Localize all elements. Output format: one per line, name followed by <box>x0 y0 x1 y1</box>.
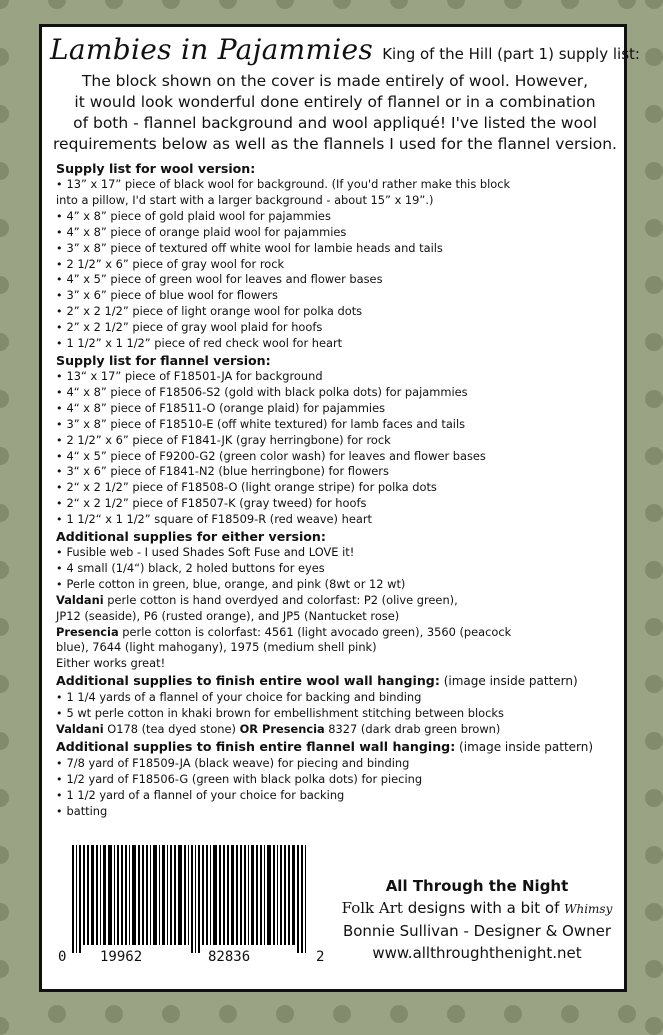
valdani-label: Valdani <box>56 722 104 737</box>
barcode-bar <box>142 845 144 945</box>
or-presencia-label: OR Presencia <box>239 722 325 737</box>
barcode-bar <box>267 845 271 945</box>
barcode-bar <box>280 845 282 945</box>
tag-middle: designs with a bit of <box>402 899 565 917</box>
valdani-text: perle cotton is hand overdyed and colorfast: P2 (olive green), <box>103 592 458 607</box>
barcode-bar <box>174 845 176 945</box>
flannel-item: • 3” x 8” piece of F18510-E (off white textured) for lamb faces and tails <box>56 417 622 433</box>
barcode-bar <box>260 845 262 945</box>
flannel-item: • 4“ x 5” piece of F9200-G2 (green color wash) for leaves and flower bases <box>56 449 622 465</box>
background-dot <box>0 960 9 978</box>
barcode-bar <box>219 845 221 945</box>
flannel-hanging-heading-text: Additional supplies to finish entire flannel wall hanging: <box>56 739 456 754</box>
background-dot <box>0 675 9 693</box>
background-dot <box>105 0 123 9</box>
barcode-bar <box>198 845 200 953</box>
barcode-bar <box>240 845 242 945</box>
background-dot <box>447 1005 465 1023</box>
barcode-bar <box>277 845 279 945</box>
barcode-bar <box>167 845 169 945</box>
background-dot <box>276 0 294 9</box>
background-dot <box>0 219 9 237</box>
barcode-bar <box>83 845 85 945</box>
background-dot <box>618 1005 636 1023</box>
flannel-hanging-item: • 1 1/2 yard of a flannel of your choice for backing <box>56 788 622 804</box>
barcode-bar <box>96 845 98 945</box>
barcode-bar <box>227 845 229 945</box>
wool-hanging-note: (image inside pattern) <box>439 674 578 689</box>
background-dot <box>390 1005 408 1023</box>
additional-item: • Fusible web - I used Shades Soft Fuse and LOVE it! <box>56 545 622 561</box>
valdani-label: Valdani <box>56 592 104 607</box>
additional-item: • Perle cotton in green, blue, orange, and pink (8wt or 12 wt) <box>56 577 622 593</box>
barcode-bar <box>72 845 74 953</box>
flannel-hanging-item: • batting <box>56 804 622 820</box>
page-subtitle: King of the Hill (part 1) supply list: <box>382 45 640 63</box>
background-dot <box>0 903 9 921</box>
background-dot <box>561 0 579 9</box>
wool-item: • 3” x 8” piece of textured off white wool for lambie heads and tails <box>56 241 622 257</box>
intro-line: of both - flannel background and wool appliqué! I've listed the wool <box>73 114 597 132</box>
barcode-bar <box>191 845 193 953</box>
background-dot <box>105 1005 123 1023</box>
background-dot <box>645 504 663 522</box>
background-dot <box>48 0 66 9</box>
barcode-bar <box>170 845 172 945</box>
wool-hanging-item: • 1 1/4 yards of a flannel of your choice for backing and binding <box>56 690 622 706</box>
flannel-heading: Supply list for flannel version: <box>56 352 271 368</box>
brand-block <box>332 875 622 964</box>
brand-name: All Through the Night <box>385 877 569 895</box>
background-dot <box>618 0 636 9</box>
barcode-bar <box>213 845 217 945</box>
flannel-item: • 2“ x 2 1/2” piece of F18508-O (light orange stripe) for polka dots <box>56 480 622 496</box>
wool-item: • 4” x 8” piece of orange plaid wool for pajammies <box>56 225 622 241</box>
upc-digit-group: 82836 <box>208 949 251 965</box>
barcode-bar <box>146 845 148 945</box>
background-dot <box>645 675 663 693</box>
barcode-bar <box>121 845 123 945</box>
page-title: Lambies in Pajammies <box>50 33 374 66</box>
background-dot <box>645 105 663 123</box>
brand-owner: Bonnie Sullivan - Designer & Owner <box>342 922 612 940</box>
upc-digit-group: 2 <box>316 949 325 965</box>
barcode-bar <box>129 845 131 945</box>
background-dot <box>0 618 9 636</box>
background-dot <box>333 1005 351 1023</box>
flannel-item: • 13“ x 17” piece of F18501-JA for background <box>56 369 622 385</box>
barcode-bar <box>108 845 112 945</box>
barcode-bar <box>184 845 186 945</box>
barcode-bar <box>231 845 235 945</box>
background-dot <box>645 732 663 750</box>
barcode-bar <box>202 845 204 945</box>
valdani-text: O178 (tea dyed stone) <box>103 722 240 737</box>
wool-hanging-heading <box>56 672 622 690</box>
barcode-bar <box>117 845 119 945</box>
barcode-bar <box>251 845 253 945</box>
presencia-text: perle cotton is colorfast: 4561 (light avocado green), 3560 (peacock <box>118 624 512 639</box>
barcode-bar <box>162 845 164 945</box>
background-dot <box>0 162 9 180</box>
barcode-bar <box>153 845 157 945</box>
barcode-bar <box>288 845 290 945</box>
background-dot <box>162 1005 180 1023</box>
barcode-bar <box>91 845 95 945</box>
barcode-bar <box>79 845 81 953</box>
background-dot <box>645 0 663 9</box>
background-dot <box>0 390 9 408</box>
background-dot <box>0 504 9 522</box>
background-dot <box>390 0 408 9</box>
background-dot <box>645 48 663 66</box>
background-dot <box>561 1005 579 1023</box>
barcode-bar <box>150 845 152 945</box>
upc-digit-group: 19962 <box>100 949 143 965</box>
barcode-bar <box>159 845 161 945</box>
barcode-bar <box>138 845 140 945</box>
background-dot <box>504 0 522 9</box>
presencia-label: Presencia <box>56 624 119 639</box>
background-dot <box>333 0 351 9</box>
background-dot <box>0 789 9 807</box>
background-dot <box>48 1005 66 1023</box>
barcode-bar <box>256 845 258 945</box>
barcode-bar <box>284 845 286 945</box>
wool-item: • 2” x 2 1/2” piece of gray wool plaid for hoofs <box>56 320 622 336</box>
background-dot <box>645 846 663 864</box>
flannel-hanging-item: • 1/2 yard of F18506-G (green with black polka dots) for piecing <box>56 772 622 788</box>
background-dot <box>0 561 9 579</box>
flannel-hanging-note: (image inside pattern) <box>455 740 594 754</box>
background-dot <box>645 618 663 636</box>
wool-hanging-heading-text: Additional supplies to finish entire wool wall hanging: <box>56 673 440 689</box>
flannel-item: • 4“ x 8” piece of F18506-S2 (gold with black polka dots) for pajammies <box>56 385 622 401</box>
tag-folk-art: Folk Art <box>341 899 403 917</box>
wool-item: • 2” x 2 1/2” piece of light orange wool for polka dots <box>56 304 622 320</box>
flannel-hanging-item: • 7/8 yard of F18509-JA (black weave) for piecing and binding <box>56 756 622 772</box>
flannel-item: • 2 1/2” x 6” piece of F1841-JK (gray herringbone) for rock <box>56 433 622 449</box>
barcode-bar <box>297 845 299 953</box>
presencia-line-2: blue), 7644 (light mahogany), 1975 (medium shell pink) <box>56 640 377 655</box>
background-dot <box>645 276 663 294</box>
background-dot <box>0 447 9 465</box>
background-dot <box>219 1005 237 1023</box>
barcode-bar <box>244 845 246 945</box>
additional-item: • 4 small (1/4“) black, 2 holed buttons for eyes <box>56 561 622 577</box>
barcode-bar <box>178 845 182 945</box>
background-dot <box>0 1017 9 1035</box>
header <box>50 33 640 66</box>
wool-item: • 2 1/2” x 6” piece of gray wool for rock <box>56 257 622 273</box>
presencia-line <box>56 625 622 641</box>
valdani-line-2: JP12 (seaside), P6 (rusted orange), and JP5 (Nantucket rose) <box>56 608 400 623</box>
background-dot <box>0 276 9 294</box>
background-dot <box>645 903 663 921</box>
background-dot <box>645 162 663 180</box>
barcode-bar <box>132 845 136 945</box>
brand-tagline <box>332 897 622 920</box>
background-dot <box>645 561 663 579</box>
brand-website[interactable]: www.allthroughthenight.net <box>372 944 582 962</box>
wool-item: • 4” x 8” piece of gold plaid wool for pajammies <box>56 209 622 225</box>
background-dot <box>645 390 663 408</box>
background-dot <box>0 48 9 66</box>
tag-whimsy: Whimsy <box>564 902 613 916</box>
wool-item: • 4” x 5” piece of green wool for leaves and flower bases <box>56 272 622 288</box>
flannel-item: • 1 1/2“ x 1 1/2” square of F18509-R (red weave) heart <box>56 512 622 528</box>
background-dot <box>645 333 663 351</box>
background-dot <box>504 1005 522 1023</box>
barcode-bar <box>125 845 127 945</box>
presencia-text: 8327 (dark drab green brown) <box>324 722 501 737</box>
barcode-bar <box>195 845 197 953</box>
upc-digit-group: 0 <box>58 949 67 965</box>
additional-heading: Additional supplies for either version: <box>56 529 326 545</box>
background-dot <box>645 960 663 978</box>
background-dot <box>162 0 180 9</box>
barcode-bar <box>305 845 307 953</box>
background-dot <box>645 789 663 807</box>
barcode-bar <box>100 845 102 945</box>
upc-barcode <box>58 845 325 965</box>
wool-hanging-item: • 5 wt perle cotton in khaki brown for embellishment stitching between blocks <box>56 706 622 722</box>
flannel-item: • 3“ x 6” piece of F1841-N2 (blue herringbone) for flowers <box>56 464 622 480</box>
barcode-bar <box>87 845 89 945</box>
barcode-bar <box>292 845 296 945</box>
background-dot <box>447 0 465 9</box>
supply-lists <box>56 160 622 820</box>
intro-line: requirements below as well as the flannels I used for the flannel version. <box>53 135 617 153</box>
barcode-bar <box>206 845 208 945</box>
intro-line: it would look wonderful done entirely of flannel or in a combination <box>74 93 596 111</box>
barcode-bar <box>273 845 275 945</box>
barcode-bar <box>114 845 116 945</box>
background-dot <box>645 447 663 465</box>
barcode-bar <box>301 845 303 953</box>
barcode-bars <box>72 845 308 945</box>
background-dot <box>0 732 9 750</box>
barcode-bar <box>223 845 225 945</box>
background-dot <box>0 846 9 864</box>
supply-list-panel <box>39 24 640 992</box>
barcode-bar <box>236 845 238 945</box>
valdani-line <box>56 593 622 609</box>
background-dot <box>276 1005 294 1023</box>
barcode-bar <box>248 845 250 945</box>
barcode-bar <box>103 845 105 945</box>
flannel-item: • 4“ x 8” piece of F18511-O (orange plaid) for pajammies <box>56 401 622 417</box>
intro-line: The block shown on the cover is made entirely of wool. However, <box>81 72 589 90</box>
wool-item: • 13” x 17” piece of black wool for background. (If you'd rather make this block <box>56 177 622 193</box>
background-dot <box>0 105 9 123</box>
wool-item: • 3” x 6” piece of blue wool for flowers <box>56 288 622 304</box>
wool-hanging-thread <box>56 722 622 738</box>
barcode-bar <box>264 845 266 945</box>
background-dot <box>0 333 9 351</box>
background-dot <box>219 0 237 9</box>
barcode-bar <box>188 845 190 945</box>
either-note: Either works great! <box>56 656 166 671</box>
flannel-hanging-heading <box>56 738 622 756</box>
intro-paragraph <box>48 71 622 155</box>
wool-item: • 1 1/2” x 1 1/2” piece of red check wool for heart <box>56 336 622 352</box>
background-dot <box>645 219 663 237</box>
background-dot <box>645 1017 663 1035</box>
background-dot <box>0 0 9 9</box>
barcode-bar <box>210 845 212 945</box>
barcode-bar <box>76 845 78 953</box>
wool-item-continued: into a pillow, I'd start with a larger background - about 15” x 19”.) <box>56 192 434 207</box>
wool-heading: Supply list for wool version: <box>56 161 256 176</box>
flannel-item: • 2“ x 2 1/2” piece of F18507-K (gray tweed) for hoofs <box>56 496 622 512</box>
